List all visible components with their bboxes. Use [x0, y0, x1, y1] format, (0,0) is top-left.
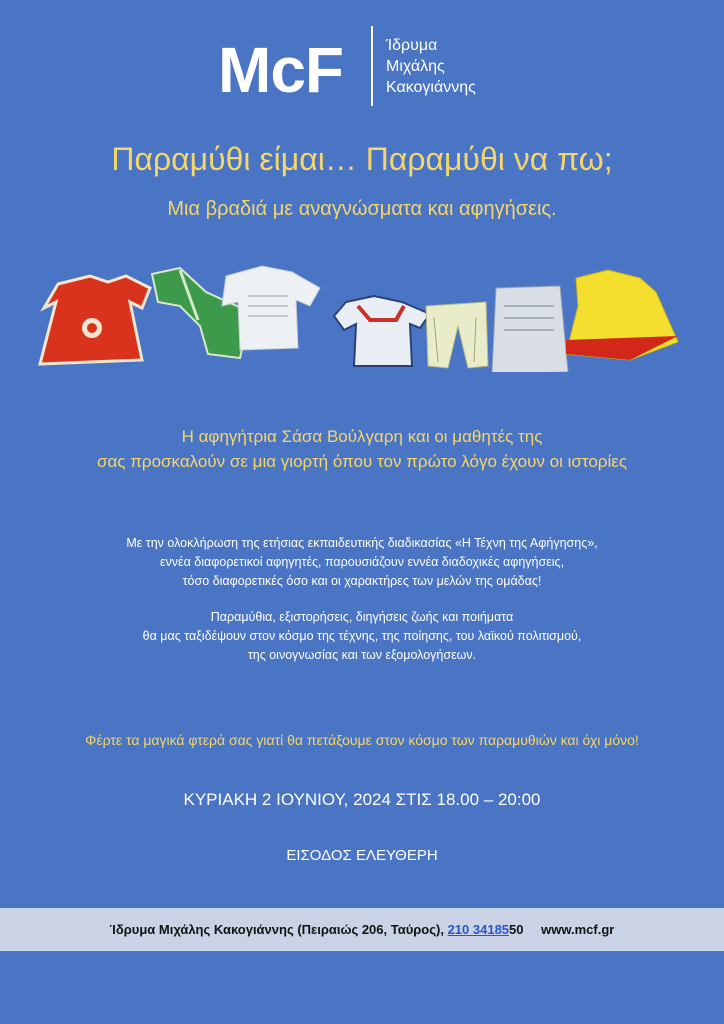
body-p2-line-2: θα μας ταξιδέψουν στον κόσμο της τέχνης, της ποίησης, του λαϊκού πολιτισμού, [142, 629, 582, 643]
body-p1-line-2: εννέα διαφορετικοί αφηγητές, παρουσιάζουν εννέα διαδοχικές αφηγήσεις, [159, 555, 565, 569]
phone-link[interactable]: 210 34185 [447, 922, 510, 937]
logo-divider [371, 26, 373, 106]
intro-line-2: σας προσκαλούν σε μια γιορτή όπου τον πρώτο λόγο έχουν οι ιστορίες [96, 452, 628, 471]
intro-line-1: Η αφηγήτρια Σάσα Βούλγαρη και οι μαθητές της [181, 427, 543, 446]
footer-band [0, 908, 724, 951]
invite-text: Φέρτε τα μαγικά φτερά σας γιατί θα πετάξουμε στον κόσμο των παραμυθιών και όχι μόνο! [85, 732, 639, 748]
sailor-shirt-illustration [334, 296, 430, 366]
body-paragraph-2 [0, 608, 724, 665]
grey-skirt-illustration [492, 286, 568, 372]
paper-clothes-illustration [30, 262, 694, 372]
logo-line-3: Κακογιάννης [386, 79, 476, 96]
body-paragraph-1 [0, 534, 724, 591]
red-dress-illustration [40, 276, 150, 364]
event-date: ΚΥΡΙΑΚΗ 2 ΙΟΥΝΙΟΥ, 2024 ΣΤΙΣ 18.00 – 20:00 [183, 790, 541, 809]
logo-mark: McF [218, 34, 343, 106]
yellow-dress-illustration [566, 270, 678, 360]
footer-website[interactable]: www.mcf.gr [541, 922, 615, 937]
mcf-logo [0, 26, 724, 108]
phone-rest: 50 [509, 922, 524, 937]
event-subtitle: Μια βραδιά με αναγνώσματα και αφηγήσεις. [167, 198, 557, 220]
footer-address: Ίδρυμα Μιχάλης Κακογιάννης (Πειραιώς 206, Ταύρος), [109, 922, 444, 937]
event-title: Παραμύθι είμαι… Παραμύθι να πω; [111, 141, 613, 177]
intro-text [0, 424, 724, 474]
body-p1-line-3: τόσο διαφορετικές όσο και οι χαρακτήρες των μελών της ομάδας! [182, 574, 542, 588]
logo-line-1: Ίδρυμα [386, 37, 438, 54]
body-p1-line-1: Με την ολοκλήρωση της ετήσιας εκπαιδευτικής διαδικασίας «Η Τέχνη της Αφήγησης», [126, 536, 598, 550]
logo-text [386, 35, 476, 98]
free-entry: ΕΙΣΟΔΟΣ ΕΛΕΥΘΕΡΗ [286, 847, 438, 864]
trousers-illustration [426, 302, 488, 368]
body-text [0, 534, 724, 682]
body-p2-line-1: Παραμύθια, εξιστορήσεις, διηγήσεις ζωής και ποιήματα [210, 610, 514, 624]
footer-text [0, 921, 724, 939]
body-p2-line-3: της οινογνωσίας και των εξομολογήσεων. [247, 648, 477, 662]
logo-line-2: Μιχάλης [386, 58, 445, 75]
